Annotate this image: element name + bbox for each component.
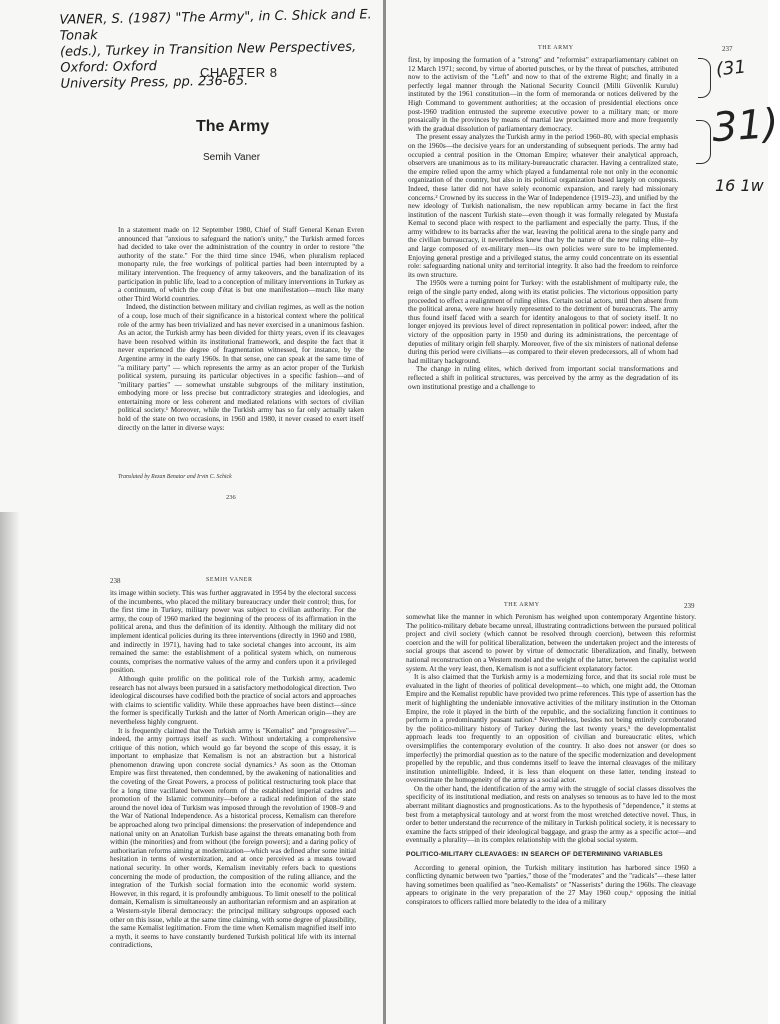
paragraph: first, by imposing the formation of a "strong" and "reformist" extraparliamentary cabinet on 12 March 1971; second, by virtue of aborted putsches, or by the threat of putsches, attributed now to the activism of the "Left" and now to that of the extreme Right; and finally in a perfectly legal manner through the National Security Council (Milli Güvenlik Kurulu) instituted by the 1961 constitution—in the form of memoranda or notices delivered by the High Command to government authorities; at the occasion of presidential elections once post-1960 tradition entrusted the supreme executive power to a military man; or more prosaically in the provinces by means of martial law proclaimed more and more frequently with the gradual dissolution of parliamentary democracy. [408,56,678,133]
page-number: 237 [722,45,733,53]
page-number: 239 [684,602,695,610]
chapter-title: The Army [196,118,270,135]
page-237 [384,0,780,512]
gutter-bottom [383,512,386,1024]
page-number: 238 [110,577,121,585]
body-text [110,589,356,950]
chapter-label: CHAPTER 8 [200,65,278,80]
margin-bracket [696,120,711,164]
citation-line-3: University Press, pp. 236-65. [60,73,249,92]
paragraph: Indeed, the distinction between military and civilian regimes, as well as the notion of a coup, lose much of their significance in a historical context where the political role of the army has been trivialized and has never exercised in a unanimous fashion. As an actor, the Turkish army has been divided for thirty years, even if its cleavages have been resolved within its institutional framework, and despite the fact that it never experienced the degree of fragmentation witnessed, for instance, by the Argentine army in the early 1960s. In that sense, one can speak at the same time of "a military party" — which represents the army as an actor proper of the Turkish political system, pursuing its particular objectives in a specific fashion—and of "military parties" — somewhat unstable subgroups of the military institution, embodying more or less precise but contradictory strategies and ideologies, and entertaining more or less coherent and mediated relations with sectors of civilian political society.¹ Moreover, while the Turkish army has so far only actually taken hold of the state on two occasions, in 1960 and 1980, it never ceased to exert itself directly on the latter in diverse ways: [118,303,364,432]
gutter-top [383,0,386,512]
citation-line-1: VANER, S. (1987) "The Army", in C. Shick and E. Tonak [59,7,372,44]
paragraph: somewhat like the manner in which Peronism has weighed upon contemporary Argentine history. The politico-military debate became unreal, illustrating contradictions between the pursued political project and civil society (which cannot be resolved through coercion), between this reformist coercion and the will for political liberalization, between the undertaken project and the interests of social groups that ascend to power by virtue of democratic liberalization, and finally, between national reconstruction on a Western model and the weight of the latter, between the capitalist world system. At the very least, then, Kemalism is not a sufficient explanatory factor. [406,613,696,673]
paragraph: On the other hand, the identification of the army with the struggle of social classes dissolves the specificity of its institutional mediation, and rests on analyses so tenuous as to have led to the most aberrant militant diagnostics and prognostications. As to the hypothesis of "dependence," it stems at best from a metaphysical tautology and at worst from the most wretched detective novel. Thus, in order to better understand the recurrence of the military in Turkish political society, it is necessary to examine the facts stripped of their ideological baggage, and grasp the army as a specific actor—and eventually a plurality—in its complex relationship with the global social system. [406,784,696,845]
body-text [118,226,364,432]
margin-note: 31) [710,100,780,152]
paragraph: The present essay analyzes the Turkish army in the period 1960–80, with special emphasis on the 1960s—the decisive years for an understanding of subsequent periods. The army had occupied a central position in the Ottoman Empire; whatever their analytical approach, observers are unanimous as to its military-bureaucratic character. Having a centralized state, the empire relied upon the army which played a fundamental role not only in the economic organization of the country, but also in its political organization based largely on conquests. Indeed, these latter did not have solely economic expansion, and rarely had missionary concerns.² Crowned by its success in the War of Independence (1919–23), and unified by the new ideology of Turkish nationalism, the new republican army became in fact the first institution of the nascent Turkish state—even though it was formally relegated by Mustafa Kemal to second place with respect to the parliament and especially the party. Thus, if the army withdrew to its barracks after the war, leaving the political arena to the single party and the civilian bureaucracy, it nevertheless knew that by the nature of the new ruling elite—by and large composed of ex-military men—its own policies were sure to be implemented. Enjoying general prestige and a privileged status, the army could concentrate on its essential role: safeguarding national unity and territorial integrity. It also had the freedom to reinforce its own structure. [408,133,678,279]
paragraph: Although quite prolific on the political role of the Turkish army, academic research has not always been pursued in a satisfactory methodological direction. Two ideological discourses have codified both the practice of social actors and approaches with claims to scientific validity. While these approaches have been distinct—since the former is specifically Turkish and the latter of North American origin—they are nevertheless highly congruent. [110,674,356,726]
margin-note: (31 [714,56,747,81]
translator-note: Translated by Rezan Benatar and Irvin C. Schick [118,474,232,480]
page-number: 236 [226,494,236,501]
paragraph: The change in ruling elites, which derived from important social transformations and reflected a shift in political structures, was perceived by the army as the degradation of its own institutional prestige and a challenge to [408,365,678,391]
binding-shadow [0,512,20,1024]
paragraph: In a statement made on 12 September 1980, Chief of Staff General Kenan Evren announced that "anxious to safeguard the nation's unity," the Turkish armed forces had decided to take over the administration of the country in order to restore "the authority of the state." For the third time since 1946, when pluralism replaced monoparty rule, the free workings of political parties had been interrupted by a military intervention. The frequency of army takeovers, and the banalization of its participation in public life, lead to a conception of military interventions in Turkey as a continuum, of which the coup d'état is but one manifestation—much like many other Third World countries. [118,226,364,303]
margin-note: 16 1w [715,176,764,195]
body-text [406,613,696,907]
running-head: THE ARMY [538,45,574,51]
chapter-author: Semih Vaner [203,152,261,163]
body-text [408,56,678,391]
paragraph: The 1950s were a turning point for Turkey: with the establishment of multiparty rule, the reign of the single party ended, along with its etatist policies. The victorious opposition party proceeded to effect a realignment of ruling elites. Certain social actors, until then absent from the political arena, were now heavily represented to the detriment of bureaucrats. The army thus found itself faced with a search for identity analogous to that of society itself. It no longer enjoyed its previous level of direct representation in political power: indeed, after the victory of the opposition party in 1950 and during its administrations, the percentage of deputies of military origin fell sharply. Moreover, five of the six ministers of national defense during this period were civilians—as compared to their eleven predecessors, all of whom had had military background. [408,279,678,365]
page-239 [384,512,768,1024]
section-heading: POLITICO-MILITARY CLEAVAGES: IN SEARCH OF DETERMINING VARIABLES [406,851,663,859]
paragraph: It is also claimed that the Turkish army is a modernizing force, and that its social role must be evaluated in the light of theories of political development—to which, one might add, the Ottoman Empire and the Kemalist republic have provided two prime references. This type of assertion has the merit of highlighting the undeniable innovative activities of the military institution in the Ottoman Empire, the role it played in the birth of the republic, and the socializing function it continues to perform in a predominantly peasant nation.⁴ Nevertheless, besides not being entirely corroborated by the politico-military history of Turkey during the last twenty years,⁵ the developmentalist approach leads too frequently to an opposition of civilian and bureaucratic elites, which oversimplifies the contemporary evolution of the country. It also does not answer (or does so imperfectly) the primordial question as to the nature of the specific modernization and development propelled by the republic, and thus condemns itself to leave the internal cleavages of the military institution unintelligible. Indeed, it is less than eloquent on these latter, tending instead to overestimate the homogeneity of the army as a social actor. [406,673,696,785]
page-236 [0,0,384,512]
page-238 [0,512,384,1024]
paragraph: its image within society. This was further aggravated in 1954 by the electoral success of the incumbents, who placed the military bureaucracy under their control; thus, for the first time in Turkey, military power was subject to civilian authority. For the army, the coup of 1960 marked the beginning of the process of its affirmation in the political arena, and thus the definition of its identity. Although the military did not implement identical policies during its three interventions (directly in 1960 and 1980, and indirectly in 1971), having had to take societal changes into account, its aim remained the same: the establishment of a political system which, on numerous counts, comprises the normative values of the army and confers upon it a privileged position. [110,589,356,675]
running-head: THE ARMY [504,602,540,608]
running-head: SEMIH VANER [206,577,253,583]
citation-line-2: (eds.), Turkey in Transition New Perspectives, Oxford: Oxford [59,39,357,76]
margin-bracket [698,58,711,98]
paragraph: According to general opinion, the Turkish military institution has harbored since 1960 a conflicting dynamic between two "parties," those of the "moderates" and the "radicals"—these latter having sometimes been qualified as "neo-Kemalists" or "Nasserists" during the 1960s. The cleavage appears to originate in the very preparation of the 27 May 1960 coup,⁶ opposing the initial conspirators to officers rallied more belatedly to the idea of a military [406,863,696,906]
paragraph: It is frequently claimed that the Turkish army is "Kemalist" and "progressive"— indeed, the army portrays itself as such. Without undertaking a comprehensive critique of this notion, which would go far beyond the scope of this essay, it is important to emphasize that Kemalism is not an abstraction but a historical phenomenon drawing upon concrete social dynamics.³ As soon as the Ottoman Empire was first threatened, then condemned, by the awakening of nationalities and the coveting of the Great Powers, a process of political restructuring took place that for a long time vacillated between reform of the established imperial cadres and promotion of the Islamic community—before a radical redefinition of the state around the novel idea of Turkism was imposed through the revolution of 1908–9 and the War of National Independence. As a historical process, Kemalism can therefore be approached along two principal dimensions: the preservation of independence and national unity on an Anatolian Turkish base against the threats emanating both from within (the minorities) and from without (the foreign powers); and a daring policy of authoritarian reforms aiming at modernization—which was defined after some initial hesitation in terms of westernization, and at once perceived as a means toward national security. In other words, Kemalism inevitably refers back to questions concerning the mode of production, the composition of the ruling alliance, and the integration of the Turkish social formation into the economic world system. However, in this regard, it is profoundly ambiguous. To limit oneself to the political domain, Kemalism is simultaneously an authoritarian reformism and an aspiration at a Western-style liberal democracy: the principal military subgroups opposed each other on this issue, while at the same time claiming, with some degree of plausibility, the same Kemalist legitimation. From the time when Kemalism magnified itself into a myth, it seems to have constantly burdened Turkish political life with its internal contradictions, [110,726,356,950]
